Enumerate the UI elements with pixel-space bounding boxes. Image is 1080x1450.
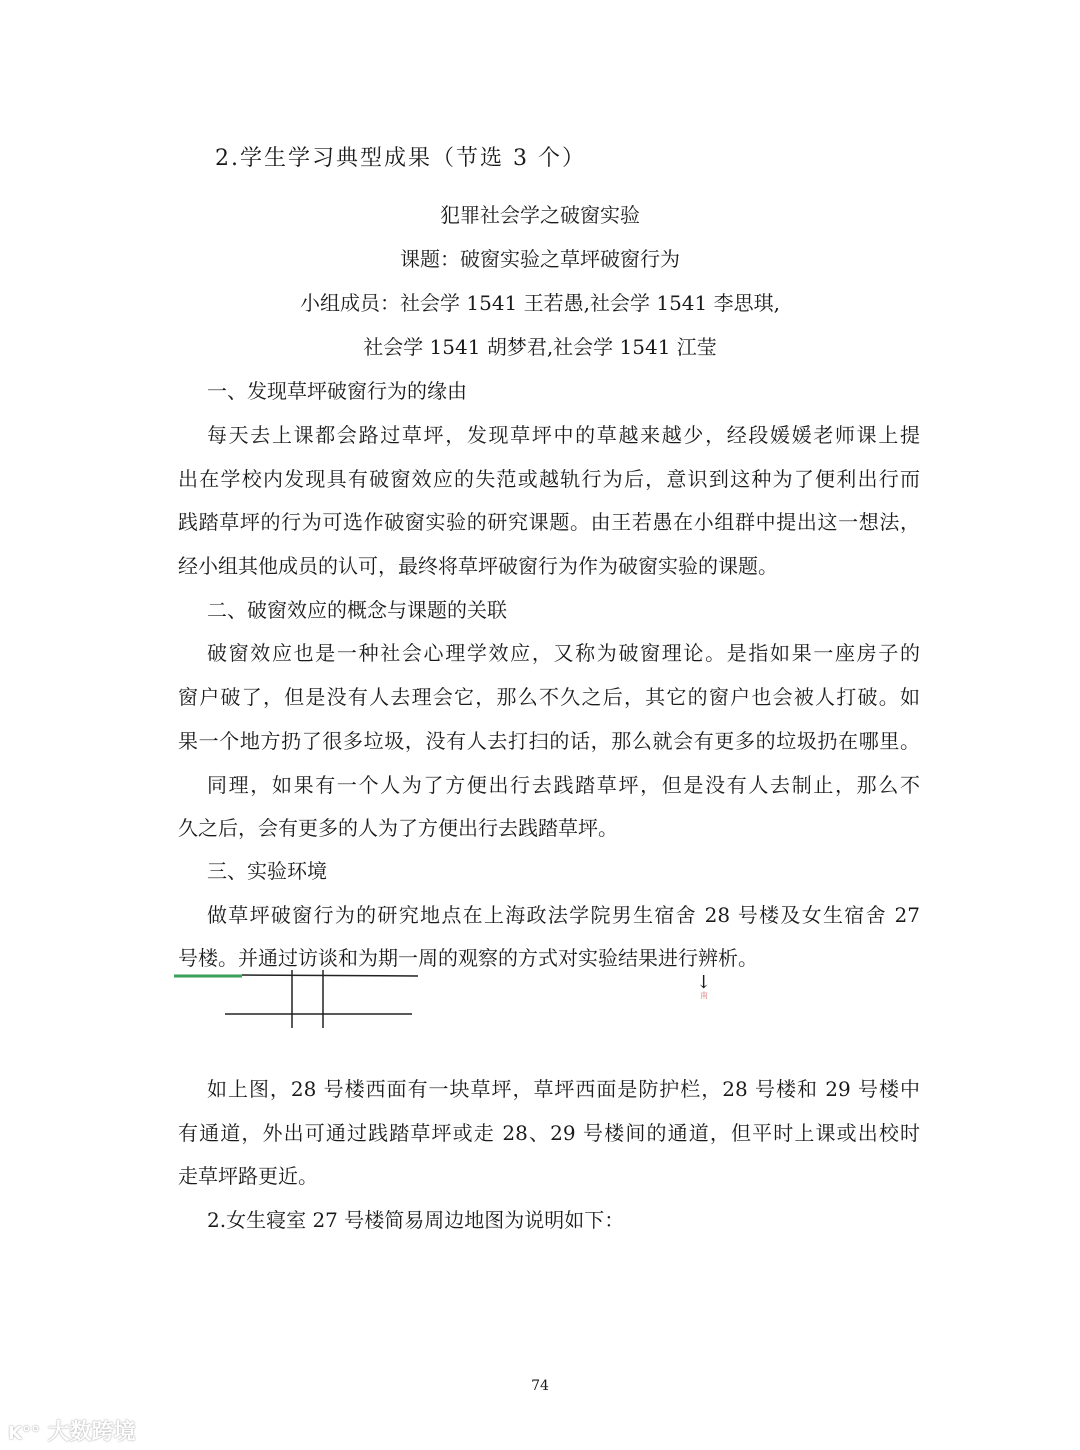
watermark-text: 大数跨境 (47, 1420, 136, 1445)
document-title: 犯罪社会学之破窗实验 (440, 203, 640, 227)
text-line: 每天去上课都会路过草坪，发现草坪中的草越来越少，经段媛媛老师课上提 (207, 423, 920, 447)
text-line: 践踏草坪的行为可选作破窗实验的研究课题。由王若愚在小组群中提出这一想法， (178, 510, 920, 534)
topic: 课题：破窗实验之草坪破窗行为 (400, 247, 680, 271)
text-line: 果一个地方扔了很多垃圾，没有人去打扫的话，那么就会有更多的垃圾扔在哪里。 (178, 729, 920, 753)
members-line-2: 社会学 1541 胡梦君,社会学 1541 江莹 (363, 335, 717, 359)
text-line: 号楼。并通过访谈和为期一周的观察的方式对实验结果进行辨析。 (178, 946, 758, 970)
text-line: 久之后，会有更多的人为了方便出行去践踏草坪。 (178, 816, 618, 840)
text-line: 走草坪路更近。 (178, 1164, 318, 1188)
members-line-1: 小组成员：社会学 1541 王若愚,社会学 1541 李思琪, (300, 291, 780, 315)
north-arrow-icon: ↓ (696, 972, 712, 993)
text-line: 做草坪破窗行为的研究地点在上海政法学院男生宿舍 28 号楼及女生宿舍 27 (207, 903, 920, 927)
subheading-3: 三、实验环境 (207, 859, 327, 883)
text-line: 出在学校内发现具有破窗效应的失范或越轨行为后，意识到这种为了便利出行而 (178, 467, 920, 491)
page-number: 74 (531, 1378, 549, 1394)
text-line: 破窗效应也是一种社会心理学效应，又称为破窗理论。是指如果一座房子的 (207, 641, 920, 665)
text-line: 有通道，外出可通过践踏草坪或走 28、29 号楼间的通道，但平时上课或出校时 (178, 1121, 920, 1145)
text-line: 如上图，28 号楼西面有一块草坪，草坪西面是防护栏，28 号楼和 29 号楼中 (207, 1077, 920, 1101)
watermark-logo: K°° 大数跨境 (8, 1420, 136, 1445)
section-heading: 2.学生学习典型成果（节选 3 个） (215, 146, 586, 171)
text-line: 经小组其他成员的认可，最终将草坪破窗行为作为破窗实验的课题。 (178, 554, 778, 578)
campus-map-diagram (170, 968, 430, 1028)
subheading-2: 二、破窗效应的概念与课题的关联 (207, 598, 507, 622)
subheading-1: 一、发现草坪破窗行为的缘由 (207, 379, 467, 403)
text-line: 窗户破了，但是没有人去理会它，那么不久之后，其它的窗户也会被人打破。如 (178, 685, 920, 709)
text-line: 同理，如果有一个人为了方便出行去践踏草坪，但是没有人去制止，那么不 (207, 773, 920, 797)
road-line-top (242, 975, 418, 976)
direction-mark: 南 (700, 991, 708, 1000)
text-line: 2.女生寝室 27 号楼简易周边地图为说明如下： (207, 1208, 625, 1232)
